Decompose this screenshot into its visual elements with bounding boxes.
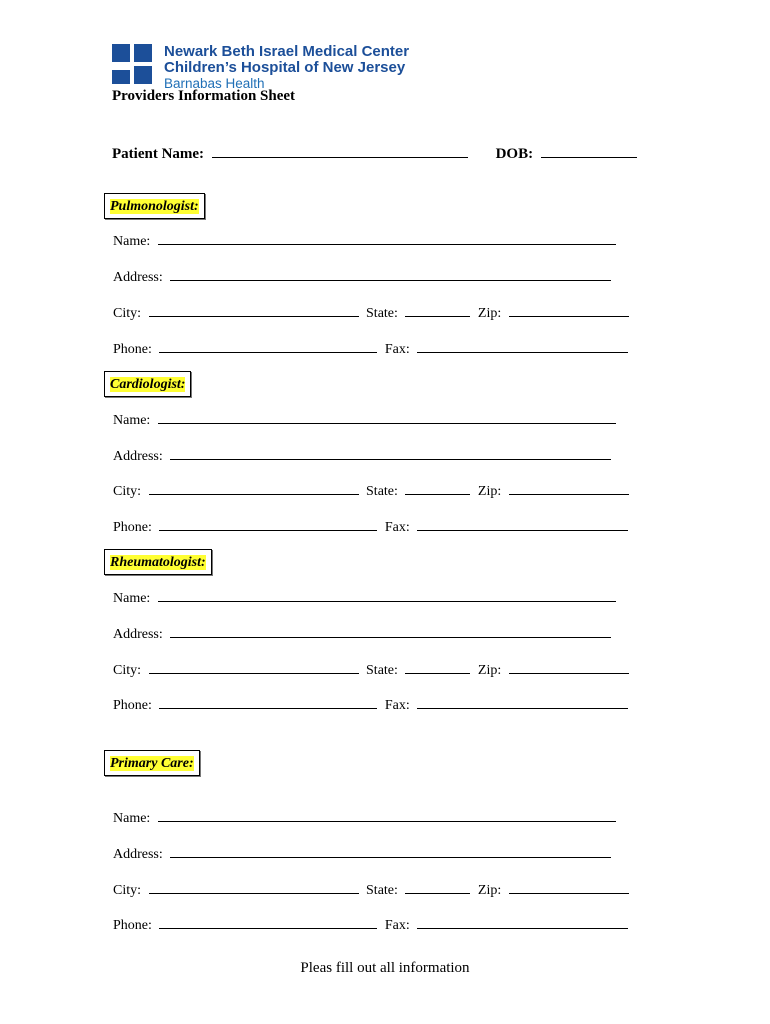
name-row — [113, 808, 616, 827]
city-field[interactable] — [149, 880, 359, 894]
phone-row — [113, 915, 628, 934]
state-label: State: — [366, 883, 398, 898]
fax-field[interactable] — [417, 695, 628, 709]
address-label: Address: — [113, 627, 163, 642]
phone-field[interactable] — [159, 915, 377, 929]
state-field[interactable] — [405, 880, 470, 894]
section-label-rheumatologist — [104, 549, 212, 575]
address-label: Address: — [113, 449, 163, 464]
fax-label: Fax: — [384, 342, 410, 357]
city-field[interactable] — [149, 303, 359, 317]
address-field[interactable] — [170, 446, 611, 460]
phone-row — [113, 339, 628, 358]
city-field[interactable] — [149, 660, 359, 674]
name-label: Name: — [113, 413, 151, 428]
address-row — [113, 624, 611, 643]
city-label: City: — [113, 484, 142, 499]
section-label-text: Cardiologist: — [110, 377, 186, 392]
city-row — [113, 660, 629, 679]
phone-label: Phone: — [113, 342, 152, 357]
fax-field[interactable] — [417, 915, 628, 929]
phone-label: Phone: — [113, 698, 152, 713]
address-row — [113, 267, 611, 286]
zip-label: Zip: — [477, 883, 502, 898]
zip-field[interactable] — [509, 481, 629, 495]
city-row — [113, 303, 629, 322]
zip-label: Zip: — [477, 484, 502, 499]
phone-field[interactable] — [159, 517, 377, 531]
state-field[interactable] — [405, 660, 470, 674]
logo-line-3: Barnabas Health — [164, 76, 265, 91]
footer-note: Pleas fill out all information — [300, 960, 470, 976]
name-field[interactable] — [158, 808, 616, 822]
name-label: Name: — [113, 811, 151, 826]
city-row — [113, 481, 629, 500]
name-row — [113, 410, 616, 429]
logo-text — [164, 44, 504, 92]
city-label: City: — [113, 306, 142, 321]
state-label: State: — [366, 484, 398, 499]
section-label-cardiologist — [104, 371, 191, 397]
address-row — [113, 446, 611, 465]
section-label-primary-care — [104, 750, 200, 776]
state-label: State: — [366, 306, 398, 321]
phone-field[interactable] — [159, 695, 377, 709]
zip-field[interactable] — [509, 880, 629, 894]
name-field[interactable] — [158, 231, 616, 245]
address-label: Address: — [113, 847, 163, 862]
zip-label: Zip: — [477, 306, 502, 321]
phone-row — [113, 695, 628, 714]
fax-label: Fax: — [384, 918, 410, 933]
dob-field[interactable] — [541, 143, 637, 158]
city-row — [113, 880, 629, 899]
zip-field[interactable] — [509, 303, 629, 317]
fax-label: Fax: — [384, 520, 410, 535]
patient-name-label: Patient Name: — [112, 146, 205, 162]
document-title: Providers Information Sheet — [112, 88, 296, 104]
section-label-pulmonologist — [104, 193, 205, 219]
city-field[interactable] — [149, 481, 359, 495]
address-field[interactable] — [170, 624, 611, 638]
address-field[interactable] — [170, 844, 611, 858]
name-field[interactable] — [158, 588, 616, 602]
dob-label: DOB: — [495, 146, 534, 162]
fax-label: Fax: — [384, 698, 410, 713]
address-field[interactable] — [170, 267, 611, 281]
phone-field[interactable] — [159, 339, 377, 353]
state-field[interactable] — [405, 303, 470, 317]
phone-label: Phone: — [113, 520, 152, 535]
address-label: Address: — [113, 270, 163, 285]
name-row — [113, 231, 616, 250]
logo-line-1: Newark Beth Israel Medical Center — [164, 43, 410, 60]
logo-line-2: Children’s Hospital of New Jersey — [164, 59, 406, 76]
phone-row — [113, 517, 628, 536]
logo-squares-icon — [112, 44, 154, 86]
name-field[interactable] — [158, 410, 616, 424]
fax-field[interactable] — [417, 517, 628, 531]
phone-label: Phone: — [113, 918, 152, 933]
state-field[interactable] — [405, 481, 470, 495]
section-label-text: Rheumatologist: — [110, 555, 206, 570]
city-label: City: — [113, 883, 142, 898]
patient-name-field[interactable] — [212, 143, 468, 158]
zip-label: Zip: — [477, 663, 502, 678]
section-label-text: Pulmonologist: — [110, 199, 199, 214]
patient-row — [112, 143, 637, 163]
state-label: State: — [366, 663, 398, 678]
name-label: Name: — [113, 234, 151, 249]
section-label-text: Primary Care: — [110, 756, 194, 771]
fax-field[interactable] — [417, 339, 628, 353]
zip-field[interactable] — [509, 660, 629, 674]
city-label: City: — [113, 663, 142, 678]
name-row — [113, 588, 616, 607]
name-label: Name: — [113, 591, 151, 606]
address-row — [113, 844, 611, 863]
